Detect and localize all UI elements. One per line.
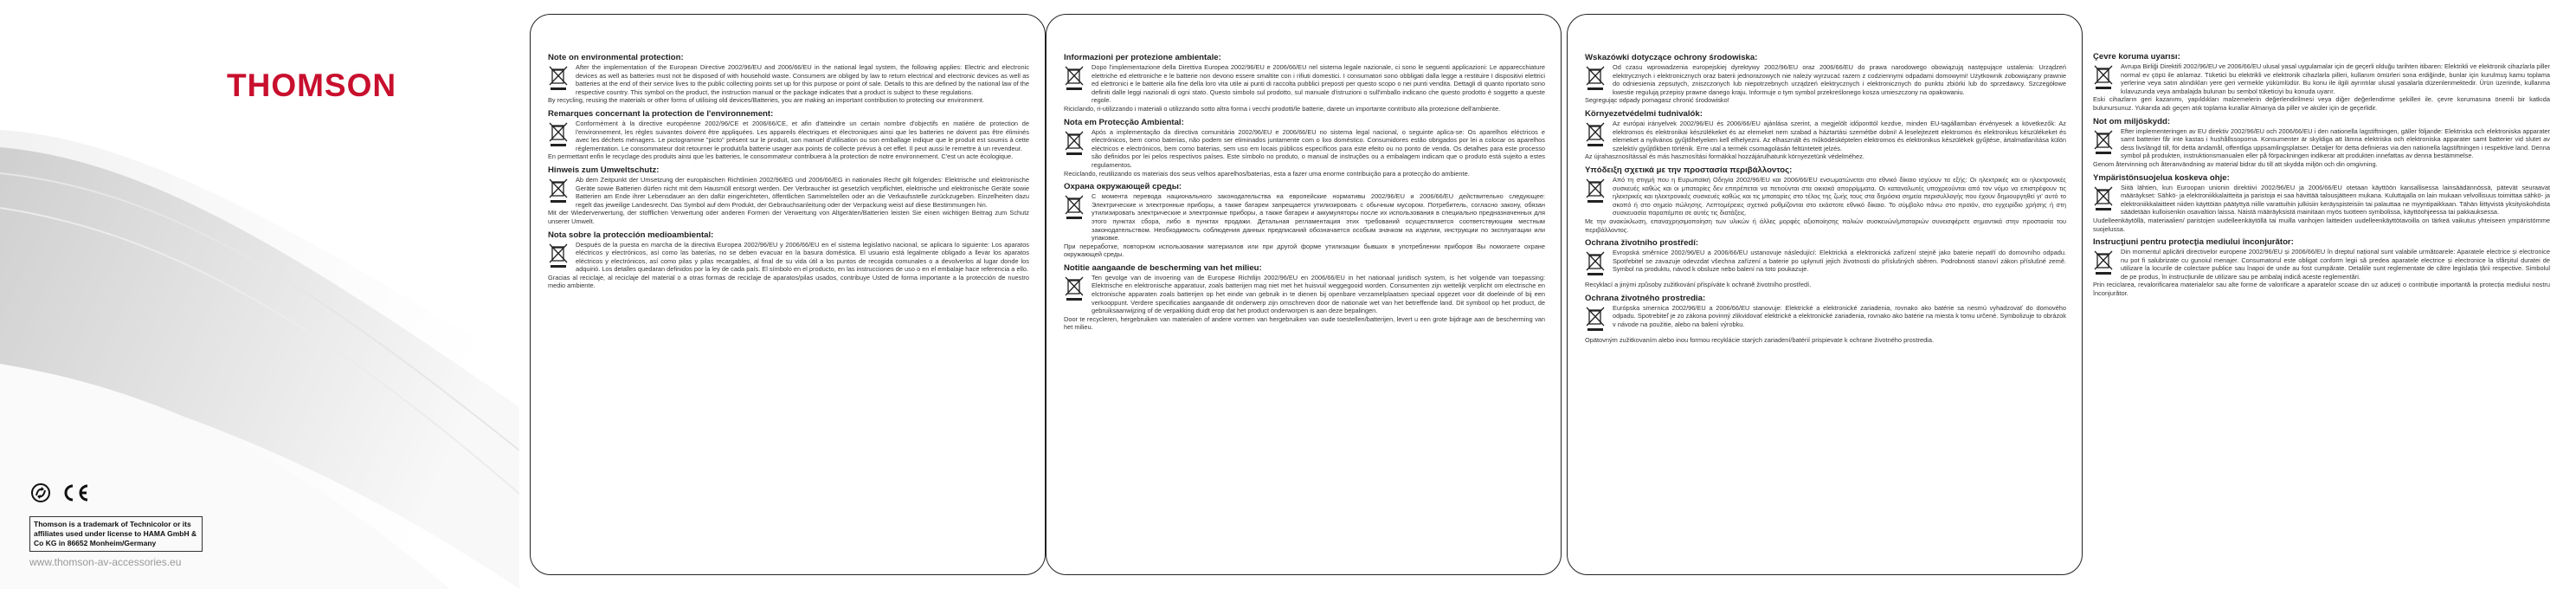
crossed-bin-icon bbox=[1585, 249, 1607, 281]
section-el bbox=[1585, 165, 2066, 234]
crossed-bin-icon bbox=[1585, 176, 1607, 217]
panel-1 bbox=[530, 14, 1046, 575]
section-ro bbox=[2093, 237, 2550, 298]
section-tail: При переработке, повторном использовании материалов или при другой форме утилизации бывших в употреблении приборов Вы помогаете охране окружающей среды. bbox=[1064, 242, 1545, 259]
section-sv bbox=[2093, 117, 2550, 169]
crossed-bin-icon bbox=[548, 120, 570, 152]
ce-mark-icon bbox=[61, 483, 90, 502]
section-title: Környezetvédelmi tudnivalók: bbox=[1585, 108, 1703, 119]
section-title: Nota sobre la protección medioambiental: bbox=[548, 230, 714, 240]
crossed-bin-icon bbox=[2093, 62, 2116, 95]
section-it bbox=[1064, 53, 1545, 113]
cover-area bbox=[0, 0, 519, 589]
section-nl bbox=[1064, 263, 1545, 332]
section-title: Remarques concernant la protection de l'environnement: bbox=[548, 108, 774, 119]
section-text: Ab dem Zeitpunkt der Umsetzung der europäischen Richtlinien 2002/96/EG und 2006/66/EG in nationales Recht gilt folgendes: Elektrische und elektronische Geräte sowie Batterien dürfen nicht mit dem Hausmüll entsorgt werden. Der Verbraucher ist gesetzlich verpflichtet, elektrische und elektronische Geräte sowie Batterien am Ende ihrer Lebensdauer an den dafür eingerichteten, öffentlichen Sammelstellen oder an die Verkaufsstelle zurückzugeben. Einzelheiten dazu regelt das jeweilige Landesrecht. Das Symbol auf dem Produkt, der Gebrauchsanleitung oder der Verpackung weist auf diese Bestimmungen hin. bbox=[576, 175, 1029, 209]
section-title: Note on environmental protection: bbox=[548, 53, 684, 62]
crossed-bin-icon bbox=[1585, 304, 1607, 336]
section-pt bbox=[1064, 118, 1545, 178]
section-title: Instrucţiuni pentru protecţia mediului înconjurător: bbox=[2093, 237, 2294, 248]
section-hu bbox=[1585, 109, 2066, 161]
section-text: Dopo l'implementazione della Direttiva Europea 2002/96/EU e 2006/66/EU nel sistema legale nazionale, ci sono le seguenti applicazioni: Le apparecchiature elettriche ed elettroniche e le batterie non devono essere smaltite con i rifiuti domestici. I consumatori sono obbligati dalla legge a restituire I dispositivi elettrici ed elettronici e le batterie alla fine della loro vita utile ai punti di raccolta pubblici preposti per questo scopo o nei punti vendita. Dettagli di quanto riportato sono definiti dalle leggi nazionali di ogni stato. Questo simbolo sul prodotto, sul manuale d'istruzioni o sull'imballo indicano che questo prodotto è soggetto a queste regole. bbox=[1092, 63, 1545, 105]
section-text: Após a implementação da directiva comunitária 2002/96/EU e 2006/66/EU no sistema legal nacional, o seguinte aplica-se: Os aparelhos eléctricos e electrónicos, bem como baterias, não podem ser eliminados juntamente com o lixo doméstico. Consumidores estão obrigados por lei a colocar os aparelhos eléctricos e electrónicos, bem como baterias, sem uso em locais públicos específicos para este efeito ou no ponto de venda. Os detalhes para este processo são definidos por lei pelos respectivos países. Este símbolo no produto, o manual de instruções ou a embalagem indicam que o produto está sujeito a estes regulamentos. bbox=[1092, 127, 1545, 169]
crossed-bin-icon bbox=[1064, 274, 1086, 315]
section-title: Notitie aangaande de bescherming van het milieu: bbox=[1064, 262, 1262, 273]
section-tail: Door te recycleren, hergebruiken van materialen of andere vormen van hergebruiken van oude toestellen/batterijen, levert u een grote bijdrage aan de bescherming van het milieu. bbox=[1064, 314, 1545, 332]
section-text: Después de la puesta en marcha de la directiva Europea 2002/96/EU y 2006/66/EU en el sistema legislativo nacional, se aplicara lo siguiente: Los aparatos eléctricos y electrónicos, así como las baterías, no se deben evacuar en la basura doméstica. El usuario está legalmente obligado a llevar los aparatos eléctricos y electrónicos, así como pilas y pilas recargables, al final de su vida útil a los puntos de recogida comunales o a devolverlos al lugar donde los adquirió. Los detalles quedaran definidos por la ley de cada país. El símbolo en el producto, en las instrucciones de uso o en el embalaje hace referencia a ello. bbox=[576, 240, 1029, 274]
panel-3 bbox=[1567, 14, 2083, 575]
section-title: Hinweis zum Umweltschutz: bbox=[548, 165, 660, 175]
crossed-bin-icon bbox=[2093, 127, 2116, 160]
section-es bbox=[548, 230, 1029, 291]
crossed-bin-icon bbox=[2093, 184, 2116, 217]
section-tail: Recyklací a jinými způsoby zužitkování přispíváte k ochraně životního prostředí. bbox=[1585, 281, 1812, 289]
section-tail: Az újrahasznosítással és más hasznosítási formákkal hozzájárulhatunk környezetünk védelméhez. bbox=[1585, 152, 1864, 161]
section-tail: Riciclando, ri-utilizzando i materiali o utilizzando sotto altra forma i vecchi prodotti/le batterie, darete un importante contributo alla protezione dell'ambiente. bbox=[1064, 104, 1501, 113]
section-title: Not om miljöskydd: bbox=[2093, 116, 2171, 126]
recycling-icon bbox=[31, 483, 50, 502]
section-text: Siitä lähtien, kun Euroopan unionin direktiivi 2002/96/EU ja 2006/66/EU otetaan käyttöön kansallisessa lainsäädännössä, pätevät seuraavat määräykset: Sähkö- ja elektroniikkalaitteita ja paristoja ei saa hävittää talousjätteen mukana. Kuluttajalla on lain mukaan velvollisuus toimittaa sähkö- ja elektroniikkalaitteet niiden käyttöiän päätyttyä niille varattuihin julkisiin keräyspisteisiin tai palauttaa ne myyntipaikkaan. Tähän liittyvistä yksityiskohdista säädetään kulloisenkin osavaltion laissa. Näistä määräyksistä mainitaan myös tuotteen symbolissa, käyttöohjeessa tai pakkauksessa. bbox=[2121, 183, 2550, 217]
section-text: Από τη στιγμή που η Ευρωπαϊκή Οδηγία 2002/96/EU και 2006/66/EU ενσωματώνεται στο εθνικό δίκαιο ισχύουν τα εξής: Οι ηλεκτρικές και οι ηλεκτρονικές συσκευές καθώς και οι μπαταρίες δεν επιτρέπεται να πετιούνται στα οικιακά απορρίμματα. Οι καταναλωτές υποχρεούνται από τον νόμο να επιστρέφουν τις ηλεκτρικές και ηλεκτρονικές συσκευές καθώς και τις μπαταρίες στο τέλος της ζωής τους στα δημόσια σημεία περισυλλογής που έχουν δημιουργηθεί γι' αυτό το σκοπό ή στο σημείο πώλησης. Λεπτομέρειες σχετικά ρυθμίζονται στο εκάστοτε εθνικό δίκαιο. Το σύμβολο πάνω στο προϊόν, στο εγχειρίδιο χρήσης ή στη συσκευασία παραπέμπει σε αυτές τις διατάξεις. bbox=[1613, 175, 2066, 217]
section-text: Avrupa Birliği Direktifi 2002/96/EU ve 2006/66/EU ulusal yasal uygulamalar için de geçerli olduğu tarihten itibaren: Elektrikli ve elektronik cihazlarla piller normal ev çöpü ile atılamaz. Tüketici bu elektrikli ve elektronik cihazlarla pilleri, kullanım ömürleri sona erdiğinde, bunlar için kurulmuş kamu toplama yerlerine veya satın alındıkları yere geri vermekle yükümlüdür. Bu konu ile ilgili ayrıntılar ulusal yasalarla düzenlenmektedir. Ürün üzerinde, kullanma kılavuzunda veya ambalajda bulunan bu sembol tüketiciyi bu konuda uyarır. bbox=[2121, 62, 2550, 95]
section-tail: Uudelleenkäytöllä, materiaalien/ paristojen uudelleenkäytöllä tai muilla vanhojen laitteiden uudelleenkäyttötavoilla on tärkeä vaikutus yhteiseen ympäristömme suojelussa. bbox=[2093, 216, 2550, 233]
section-title: Wskazówki dotyczące ochrony środowiska: bbox=[1585, 53, 1758, 62]
section-tail: Eski cihazların geri kazanımı, yapıldıkları malzemelerin değerlendirilmesi veya diğer değerlendirme şekilleri ile, çevre korumasına önemli bir katkıda bulunursunuz. Yukarıda adı geçen atık toplama kurallar Almanya da piller ve aküler için de geçerlidir. bbox=[2093, 95, 2550, 112]
section-tail: Mit der Wiederverwertung, der stofflichen Verwertung oder anderen Formen der Verwertung von Altgeräten/Batterien leisten Sie einen wichtigen Beitrag zum Schutz unserer Umwelt. bbox=[548, 209, 1029, 225]
section-tail: Gracias al reciclaje, al reciclaje del material o a otras formas de reciclaje de aparatos/pilas usados, contribuye Usted de forma importante a la protección de nuestro medio ambiente. bbox=[548, 273, 1029, 290]
section-text: Efter implementeringen av EU direktiv 2002/96/EU och 2006/66/EU i den nationella lagstiftningen, gäller följande: Elektriska och elektroniska apparater samt batterier får inte kastas i hushållssoporna. Konsumenter är skyldiga att lämna elektriska och elektroniska apparater samt batterier vid slutet av dess livslängd till, för detta ändamål, offentliga uppsamlingsplatser. Detaljer för detta definieras via den nationella lagstiftningen i respektive land. Denna symbol på produkten, instruktionsmanualen eller på förpackningen indikerar att produkten innefattas av denna bestämmelse. bbox=[2121, 126, 2550, 160]
section-text: Az európai irányelvek 2002/96/EU és 2006/66/EU ajánlása szerint, a megjelölt időponttól kezdve, minden EU-tagállamban érvényesek a következők: Az elektromos és elektronikai készülékeket és az elemeket nem szabad a háztartási szemétbe dobni! A leselejtezett elektromos és elektronikus készülékeket és elemeket a nyilvános gyűjtőhelyeken kell elhelyezni. Az elhasznált és működésképtelen elektromos és elektronikus készülékek gyűjtése, ártalmatlanítása külön szelektív gyűjtőkben történik. Erre utal a termék csomagolásán feltüntetett jelzés. bbox=[1613, 119, 2066, 152]
section-title: Ympäristönsuojelua koskeva ohje: bbox=[2093, 172, 2230, 183]
section-text: С момента перевода национального законодательства на европейские нормативы 2002/96/EU и 2006/66/EU действительно следующее: Электрические и электронные приборы, а также батареи запрещается утилизировать с обычным мусором. Потребитель, согласно закону, обязан утилизировать электрические и электронные приборы, а также батареи и аккумуляторы после их использования в специально предназначенных для этого пунктах сбора, либо в пунктах продажи. Детальная регламентация этих требований осуществляется соответствующим местным законодательством. Необходимость соблюдения данных предписаний обозначается особым значком на изделии, инструкции по эксплуатации или упаковке. bbox=[1092, 192, 1545, 243]
section-tail: Prin reciclarea, revalorificarea materialelor sau alte forme de valorificare a aparatelor scoase din uz aduceți o contribuție importantă la protecția mediului nostru înconjurător. bbox=[2093, 281, 2550, 298]
section-text: Ten gevolge van de invoering van de Europese Richtlijn 2002/96/EU en 2006/66/EU in het nationaal juridisch system, is het volgende van toepassing: Elektrische en elektronische apparatuur, zoals batterijen mag niet met het huisvuil weggegooid worden. Consumenten zijn wettelijk verplicht om electrische en elctronische apparaten zoals batterijen op het einde van gebruik in te dienen bij openbare verzamelplaatsen speciaal opgezet voor dit doeleinde of bij een verkooppunt. Verdere specificaties aangaande dit onderwerp zijn omschreven door de nationale wet van het betreffende land. Dit symbool op het product, de gebruiksaanwijzing of de verpakking duidt erop dat het product onderworpen is aan deze bepalingen. bbox=[1092, 273, 1545, 315]
section-text: Evropská směrnice 2002/96/EU a 2006/66/EU ustanovuje následující: Elektrická a elektronická zařízení stejně jako baterie nepatří do domovního odpadu. Spotřebitel se zavazuje odevzdat všechna zařízení a baterie po uplynutí jejich životnosti do příslušných sběren. Podrobnosti stanoví zákon příslušné země. Symbol na produktu, návod k obsluze nebo balení na toto poukazuje. bbox=[1613, 249, 2066, 274]
section-title: Охрана окружающей среды: bbox=[1064, 182, 1182, 192]
crossed-bin-icon bbox=[548, 241, 570, 274]
section-tail: Με την ανακύκλωση, επαναχρησιμοποίηση των υλικών ή άλλες μορφές αξιοποίησης παλιών συσκευών/μπαταριών συνεισφέρετε σημαντικά στην προστασία του περιβάλλοντος. bbox=[1585, 217, 2066, 234]
section-ru bbox=[1064, 182, 1545, 259]
crossed-bin-icon bbox=[1585, 120, 1607, 152]
section-tail: By recycling, reusing the materials or other forms of utilising old devices/Batteries, you are making an important contribution to protecting our environment. bbox=[548, 96, 985, 105]
section-title: Nota em Protecção Ambiental: bbox=[1064, 117, 1184, 127]
section-pl bbox=[1585, 53, 2066, 105]
panel-2 bbox=[1046, 14, 1562, 575]
crossed-bin-icon bbox=[1064, 63, 1086, 105]
section-tail: Genom återvinning och återanvändning av material bidrar du till att skydda miljön och din omgivning. bbox=[2093, 159, 2378, 168]
thomson-logo: THOMSON bbox=[227, 68, 397, 103]
section-de bbox=[548, 165, 1029, 226]
section-tail: En permettant enfin le recyclage des produits ainsi que les batteries, le consommateur contribuera à la protection de notre environnement. C'est un acte écologique. bbox=[548, 152, 1014, 161]
crossed-bin-icon bbox=[1585, 63, 1607, 96]
certification-marks bbox=[31, 483, 90, 502]
section-sk bbox=[1585, 294, 2066, 345]
section-text: Din momentul aplicării directivelor europene 2002/96/EU și 2006/66/EU în dreptul național sunt valabile următoarele: Aparatele electrice și electronice nu pot fi salubrizate cu gunoiul menajer. Consumatorul este obligat conform legii să predea aparatele electrice și electronice la sfârșitul duratei de utilizare la locurile de colectare publice sau înapoi de unde au fost cumpărate. Detaliile sunt reglementate de către legislația țării respective. Simbolul de pe produs, în instrucțiunile de utilizare sau pe ambalaj indică aceste reglementări. bbox=[2121, 248, 2550, 281]
crossed-bin-icon bbox=[2093, 248, 2116, 281]
section-cs bbox=[1585, 238, 2066, 289]
section-title: Ochrana životního prostředí: bbox=[1585, 238, 1699, 249]
section-tail: Reciclando, reutilizando os materiais dos seus velhos aparelhos/baterias, esta a fazer uma enorme contribuição para a protecção do ambiente. bbox=[1064, 169, 1470, 178]
section-text: Od czasu wprowadzenia europejskiej dyrektywy 2002/96/EU oraz 2006/66/EU do prawa narodowego obowiązują następujące ustalenia: Urządzeń elektrycznych i elektronicznych oraz baterii jednorazowych nie należy wyrzucać razem z codziennymi odpadami domowymi! Użytkownik zobowiązany prawnie do odniesienia zepsutych, zniszczonych lub niepotrzebnych urządzeń elektrycznych i elektronicznych do punktu zbiórki lub do sprzedawcy. Szczegółowe kwestie regulują przepisy prawne danego kraju. Informuje o tym symbol przekreślonego kosza umieszczony na opakowaniu. bbox=[1613, 63, 2066, 96]
section-tail: Segregując odpady pomagasz chronić środowisko! bbox=[1585, 96, 1729, 105]
panel-4 bbox=[2088, 14, 2566, 575]
section-title: Ochrana životného prostredia: bbox=[1585, 293, 1706, 303]
section-tail: Opätovným zužitkovaním alebo inou formou recyklácie starých zariadení/batérií prispievate k ochrane životného prostredia. bbox=[1585, 335, 1934, 344]
crossed-bin-icon bbox=[1064, 128, 1086, 170]
section-text: Conformément à la directive européenne 2002/96/CE et 2006/66/CE, et afin d'atteindre un certain nombre d'objectifs en matière de protection de l'environnement, les règles suivantes doivent être appliquées. Les appareils électriques et électroniques ainsi que les batteries ne doivent pas être éliminés avec les déchets ménagers. Le pictogramme "picto" présent sur le produit, son manuel d'utilisation ou son emballage indique que le produit est soumis à cette réglementation. Le consommateur doit retourner le produit/la batterie usager aux points de collecte prévus à cet effet. Il peut aussi le remettre à un revendeur. bbox=[576, 119, 1029, 152]
section-title: Υπόδειξη σχετικά με την προστασία περιβάλλοντος: bbox=[1585, 165, 1793, 175]
section-title: Informazioni per protezione ambientale: bbox=[1064, 53, 1221, 62]
crossed-bin-icon bbox=[1064, 192, 1086, 243]
section-fi bbox=[2093, 173, 2550, 234]
section-fr bbox=[548, 109, 1029, 161]
crossed-bin-icon bbox=[548, 176, 570, 209]
section-text: After the implementation of the European Directive 2002/96/EU and 2006/66/EU in the national legal system, the following applies: Electric and electronic devices as well as batteries must not be disposed of with household waste. Consumers are obliged by law to return electrical and electronic devices as well as batteries at the end of their service lives to the public collecting points set up for this purpose or point of sale. Details to this are defined by the national law of the respective country. This symbol on the product, the instruction manual or the package indicates that a product is subject to these regulations. bbox=[576, 63, 1029, 96]
trademark-note: Thomson is a trademark of Technicolor or its affiliates used under license to HAMA GmbH & Co KG in 86652 Monheim/Germany bbox=[29, 516, 203, 552]
section-text: Európska smernica 2002/96/EU a 2006/66/EU stanovuje: Elektrické a elektronické zariadenia, rovnako ako batérie sa nesmú vyhadzovať do domového odpadu. Spotrebiteľ je zo zákona povinný zlikvidovať elektrické a elektronické zariadenia, rovnako ako batérie na miesta k tomu určené. Symbolizuje to obrázok v návode na použitie, alebo na balení výrobku. bbox=[1613, 303, 2066, 328]
section-tr bbox=[2093, 52, 2550, 113]
crossed-bin-icon bbox=[548, 63, 570, 96]
website-url[interactable]: www.thomson-av-accessories.eu bbox=[29, 556, 182, 568]
section-en bbox=[548, 53, 1029, 105]
section-title: Çevre koruma uyarısı: bbox=[2093, 52, 2180, 61]
